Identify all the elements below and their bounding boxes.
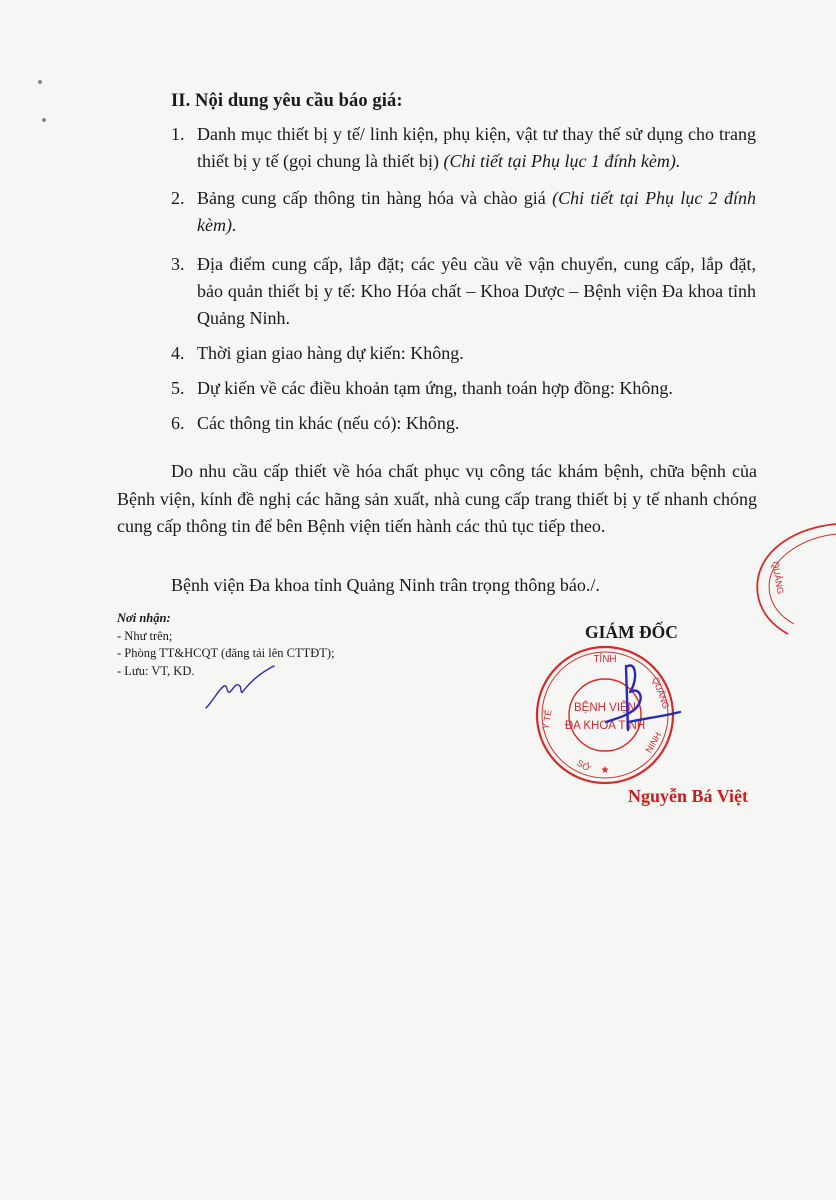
list-item — [171, 251, 756, 332]
list-item — [171, 410, 756, 437]
item-text: Các thông tin khác (nếu có): Không. — [197, 413, 460, 433]
item-number: 4. — [171, 343, 185, 363]
item-text: Thời gian giao hàng dự kiến: Không. — [197, 343, 464, 363]
item-text: Danh mục thiết bị y tế/ linh kiện, phụ kiện, vật tư thay thế sử dụng cho trang thiết bị y tế (gọi chung là thiết bị) — [197, 124, 756, 171]
item-text: Dự kiến về các điều khoản tạm ứng, thanh toán hợp đồng: Không. — [197, 378, 673, 398]
edge-seal — [736, 518, 836, 638]
list-item — [171, 375, 756, 402]
item-number: 6. — [171, 413, 185, 433]
seal-right-text-2: NINH — [643, 730, 664, 755]
item-number: 5. — [171, 378, 185, 398]
seal-right-text: QUẢNG — [650, 675, 672, 711]
director-signature — [598, 652, 683, 755]
edge-seal-text: QUẢNG — [770, 560, 786, 595]
section-heading: II. Nội dung yêu cầu báo giá: — [171, 91, 403, 111]
item-number: 2. — [171, 188, 185, 208]
item-italic-note: (Chi tiết tại Phụ lục 2 đính kèm). — [197, 188, 757, 235]
scan-speck — [42, 118, 46, 122]
signer-name: Nguyễn Bá Việt — [628, 786, 749, 806]
recipient-line: - Phòng TT&HCQT (đăng tải lên CTTĐT); — [117, 646, 335, 660]
list-item — [171, 340, 756, 367]
signer-title: GIÁM ĐỐC — [585, 622, 678, 642]
closing-line: Bệnh viện Đa khoa tỉnh Quảng Ninh trân trọng thông báo./. — [171, 575, 600, 595]
list-item — [171, 185, 756, 239]
item-italic-note: (Chi tiết tại Phụ lục 1 đính kèm). — [443, 151, 681, 171]
seal-left-text: Y TẾ — [540, 708, 554, 731]
recipient-line: - Lưu: VT, KD. — [117, 663, 195, 678]
seal-center-line-1: BỆNH VIỆN — [574, 702, 636, 714]
seal-bottom-text: SỞ — [575, 757, 592, 774]
body-paragraph: Do nhu cầu cấp thiết về hóa chất phục vụ công tác khám bệnh, chữa bệnh của Bệnh viện, kính đề nghị các hãng sản xuất, nhà cung cấp trang thiết bị y tế nhanh chóng cung cấp thông tin để bên Bệnh viện tiến hành các thủ tục tiếp theo. — [117, 461, 757, 536]
list-item — [171, 121, 756, 175]
item-number: 1. — [171, 124, 185, 144]
requirements-list — [171, 121, 756, 437]
scan-speck — [38, 80, 42, 84]
seal-center-line-2: ĐA KHOA TỈNH — [564, 720, 646, 732]
initial-signature — [200, 660, 280, 715]
seal-star-icon: ★ — [600, 765, 610, 776]
item-text: Bảng cung cấp thông tin hàng hóa và chào giá — [197, 188, 553, 208]
seal-top-text: TỈNH — [593, 654, 617, 665]
item-text: Địa điểm cung cấp, lắp đặt; các yêu cầu về vận chuyển, cung cấp, lắp đặt, bảo quản thiết bị y tế: Kho Hóa chất – Khoa Dược – Bệnh viện Đa khoa tỉnh Quảng Ninh. — [197, 254, 756, 328]
recipient-line: - Như trên; — [117, 628, 173, 643]
item-number: 3. — [171, 254, 185, 274]
recipients-title: Nơi nhận: — [117, 611, 171, 625]
